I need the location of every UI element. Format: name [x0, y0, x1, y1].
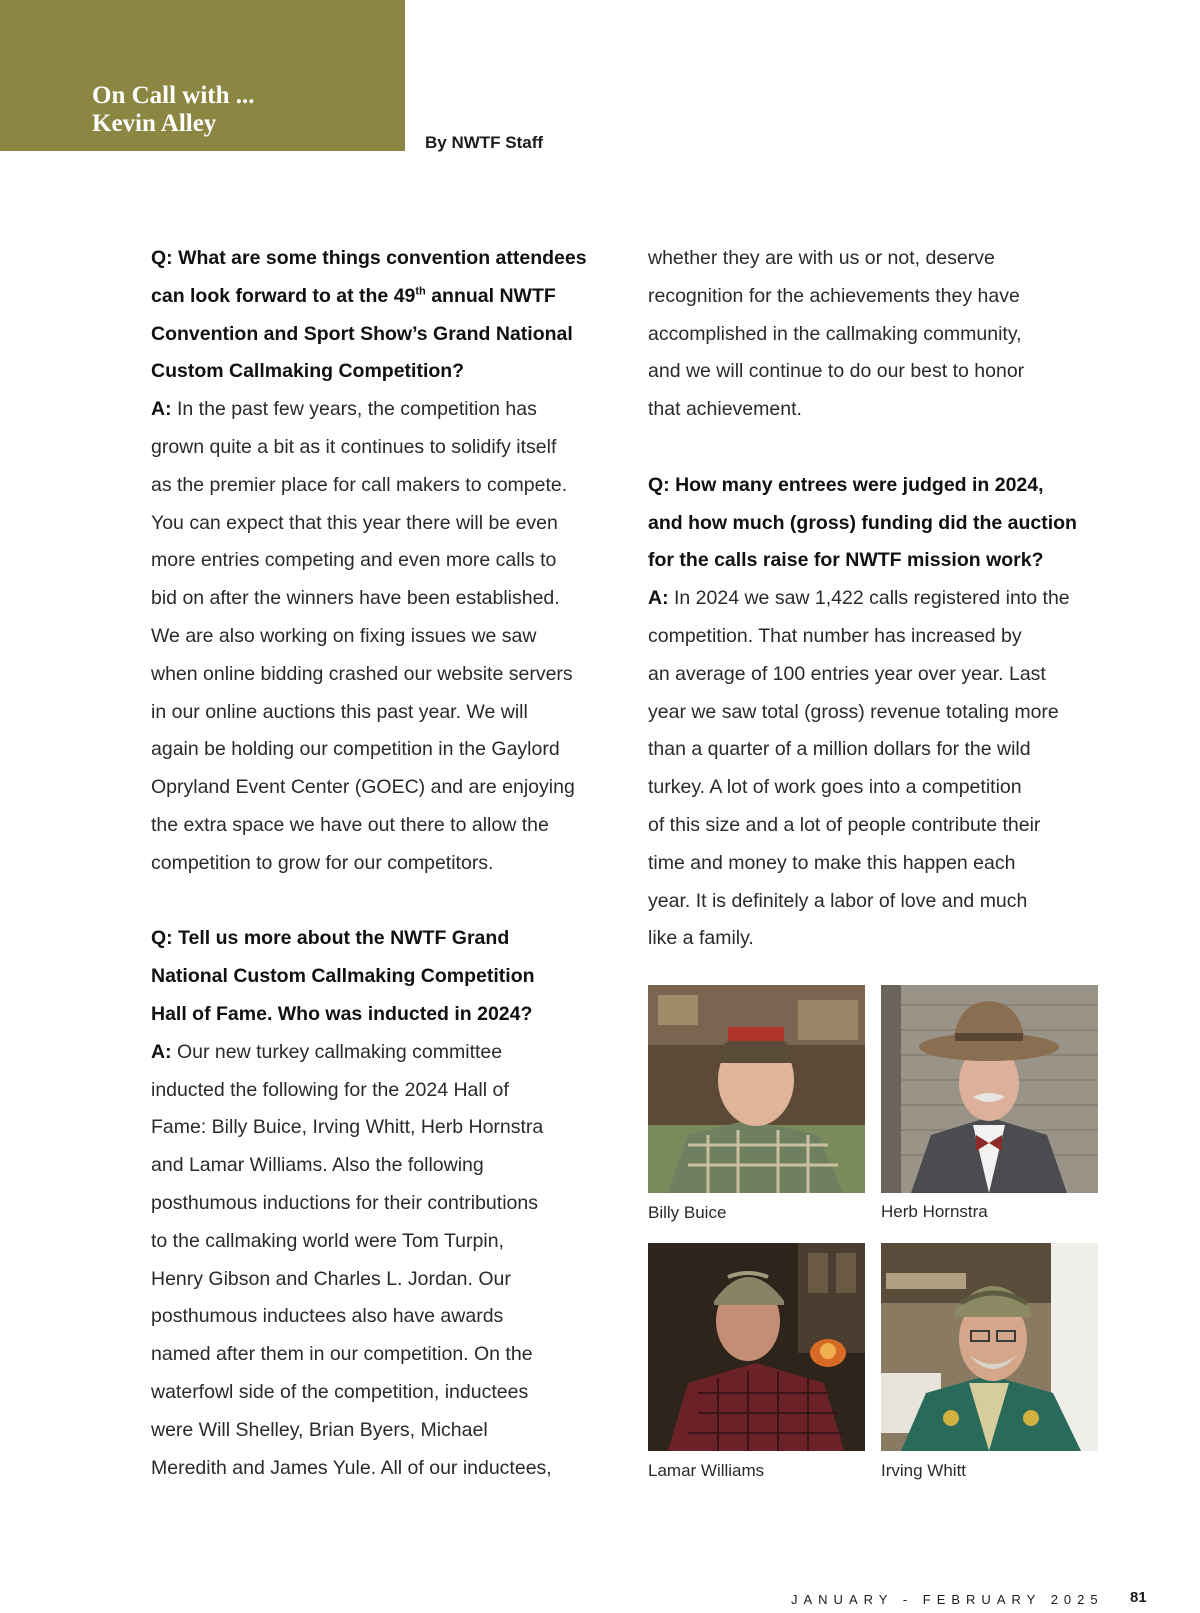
answer-text: Our new turkey callmaking committee — [171, 1040, 503, 1063]
answer-line: and Lamar Williams. Also the following — [151, 1154, 484, 1177]
question-line: Convention and Sport Show’s Grand National — [151, 322, 573, 345]
answer-line: year. It is definitely a labor of love and much — [648, 889, 1028, 912]
question-line-text: can look forward to at the 49 — [151, 284, 416, 307]
answer-text: In the past few years, the competition has — [171, 398, 537, 421]
answer-line — [648, 580, 1108, 618]
photo-herb-hornstra — [881, 985, 1098, 1193]
answer-line: accomplished in the callmaking community, — [648, 322, 1022, 345]
answer-line: again be holding our competition in the Gaylord — [151, 738, 560, 761]
answer-line: Fame: Billy Buice, Irving Whitt, Herb Hornstra — [151, 1116, 544, 1139]
article-title — [92, 82, 255, 138]
answer-label: A: — [151, 398, 172, 421]
answer-line: posthumous inductees also have awards — [151, 1305, 504, 1328]
paragraph-gap — [151, 883, 611, 921]
answer-line: of this size and a lot of people contribute their — [648, 813, 1041, 836]
answer-line: as the premier place for call makers to compete. — [151, 473, 568, 496]
answer-line: grown quite a bit as it continues to solidify itself — [151, 435, 557, 458]
article-title-line1: On Call with ... — [92, 82, 255, 109]
answer-line: posthumous inductions for their contributions — [151, 1191, 538, 1214]
article-title-line2: Kevin Alley — [92, 110, 217, 137]
answer-line: competition. That number has increased by — [648, 624, 1022, 647]
answer-line: were Will Shelley, Brian Byers, Michael — [151, 1418, 488, 1441]
answer-line: turkey. A lot of work goes into a competition — [648, 776, 1022, 799]
question-line: Q: Tell us more about the NWTF Grand — [151, 927, 510, 950]
answer-line: Opryland Event Center (GOEC) and are enjoying — [151, 776, 575, 799]
answer-line: the extra space we have out there to allow the — [151, 813, 549, 836]
right-column — [648, 240, 1108, 958]
answer-label: A: — [151, 1040, 172, 1063]
question-line-text: annual NWTF — [425, 284, 556, 307]
answer-line: recognition for the achievements they have — [648, 284, 1020, 307]
question-line: Q: How many entrees were judged in 2024, — [648, 473, 1044, 496]
answer-label: A: — [648, 587, 669, 610]
answer-line: You can expect that this year there will be even — [151, 511, 558, 534]
caption-irving-whitt: Irving Whitt — [881, 1461, 967, 1480]
answer-line: year we saw total (gross) revenue totaling more — [648, 700, 1059, 723]
question-line — [151, 278, 611, 316]
answer-line: an average of 100 entries year over year. Last — [648, 662, 1046, 685]
photo-billy-buice — [648, 985, 865, 1193]
answer-line: that achievement. — [648, 398, 802, 421]
answer-line: and we will continue to do our best to honor — [648, 360, 1025, 383]
caption-billy-buice: Billy Buice — [648, 1203, 727, 1222]
page-number: 81 — [1130, 1589, 1147, 1606]
answer-line: more entries competing and even more calls to — [151, 549, 557, 572]
answer-line: Henry Gibson and Charles L. Jordan. Our — [151, 1267, 511, 1290]
answer-line: waterfowl side of the competition, inductees — [151, 1380, 529, 1403]
answer-line: in our online auctions this past year. We will — [151, 700, 528, 723]
answer-line: competition to grow for our competitors. — [151, 851, 494, 874]
photo-lamar-williams — [648, 1243, 865, 1451]
byline: By NWTF Staff — [425, 133, 544, 152]
left-column — [151, 240, 611, 1487]
paragraph-gap — [648, 429, 1108, 467]
question-line: Custom Callmaking Competition? — [151, 360, 465, 383]
answer-line: named after them in our competition. On the — [151, 1343, 533, 1366]
photo-irving-whitt — [881, 1243, 1098, 1451]
answer-line: inducted the following for the 2024 Hall of — [151, 1078, 509, 1101]
question-line: for the calls raise for NWTF mission work? — [648, 549, 1044, 572]
answer-line: bid on after the winners have been established. — [151, 587, 560, 610]
answer-line: like a family. — [648, 927, 754, 950]
issue-date: JANUARY - FEBRUARY 2025 — [791, 1592, 1104, 1607]
answer-line — [151, 1034, 611, 1072]
answer-line: time and money to make this happen each — [648, 851, 1016, 874]
caption-herb-hornstra: Herb Hornstra — [881, 1202, 988, 1221]
answer-line: when online bidding crashed our website servers — [151, 662, 573, 685]
answer-line: Meredith and James Yule. All of our inductees, — [151, 1456, 552, 1479]
question-line: National Custom Callmaking Competition — [151, 965, 535, 988]
answer-text: In 2024 we saw 1,422 calls registered into the — [668, 587, 1070, 610]
ordinal-superscript: th — [415, 285, 426, 298]
answer-line — [151, 391, 611, 429]
answer-line: We are also working on fixing issues we saw — [151, 624, 537, 647]
question-line: Hall of Fame. Who was inducted in 2024? — [151, 1002, 533, 1025]
question-line: Q: What are some things convention attendees — [151, 247, 587, 269]
caption-lamar-williams: Lamar Williams — [648, 1461, 765, 1480]
answer-line: than a quarter of a million dollars for the wild — [648, 738, 1031, 761]
answer-line: to the callmaking world were Tom Turpin, — [151, 1229, 504, 1252]
answer-line: whether they are with us or not, deserve — [648, 247, 995, 269]
question-line: and how much (gross) funding did the auction — [648, 511, 1077, 534]
